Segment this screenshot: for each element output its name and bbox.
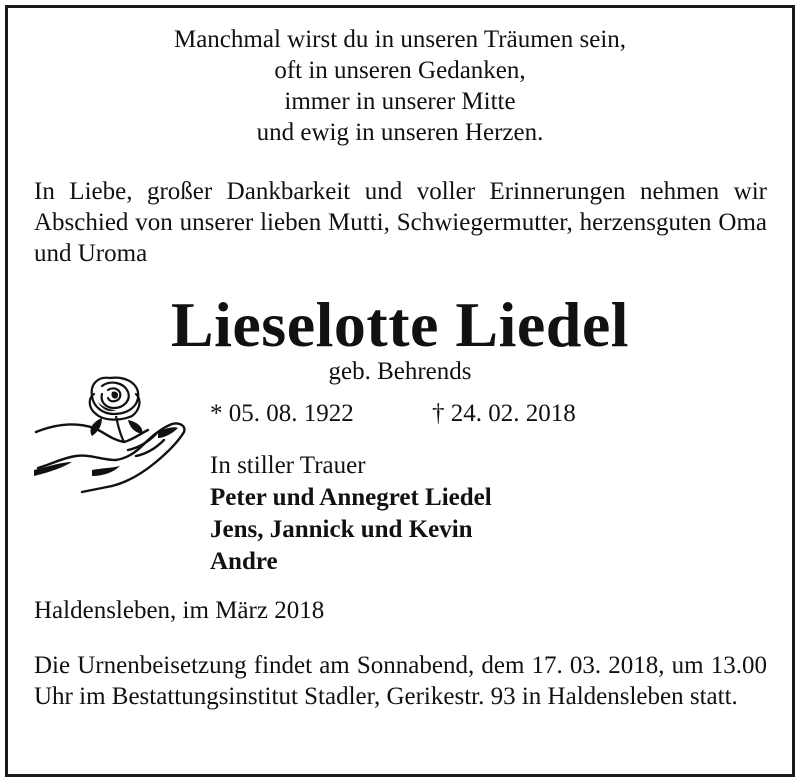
mourner-name: Peter und Annegret Liedel bbox=[210, 484, 492, 511]
funeral-details: Die Urnenbeisetzung findet am Sonnabend, dem 17. 03. 2018, um 13.00 Uhr im Bestattungsinstitut Stadler, Gerikestr. 93 in Haldensleben statt. bbox=[34, 652, 767, 710]
poem-line: immer in unserer Mitte bbox=[284, 88, 516, 115]
maiden-name: geb. Behrends bbox=[328, 358, 472, 385]
birth-date: * 05. 08. 1922 bbox=[210, 400, 354, 427]
poem bbox=[0, 24, 800, 148]
poem-line: oft in unseren Gedanken, bbox=[274, 57, 526, 84]
poem-line: und ewig in unseren Herzen. bbox=[256, 119, 544, 146]
deceased-name: Lieselotte Liedel bbox=[170, 289, 630, 360]
rose-in-hands-icon bbox=[32, 372, 192, 497]
mourner-name: Andre bbox=[210, 548, 278, 575]
mourners-block bbox=[210, 450, 492, 578]
death-date: † 24. 02. 2018 bbox=[432, 400, 576, 427]
mourners-heading: In stiller Trauer bbox=[210, 452, 366, 479]
poem-line: Manchmal wirst du in unseren Träumen sein, bbox=[173, 26, 627, 53]
mourner-name: Jens, Jannick und Kevin bbox=[210, 516, 473, 543]
intro-text: In Liebe, großer Dankbarkeit und voller Erinnerungen nehmen wir Abschied von unserer lieben Mutti, Schwiegermutter, herzensguten Oma und Uroma bbox=[34, 178, 767, 267]
place-date: Haldensleben, im März 2018 bbox=[34, 597, 325, 624]
